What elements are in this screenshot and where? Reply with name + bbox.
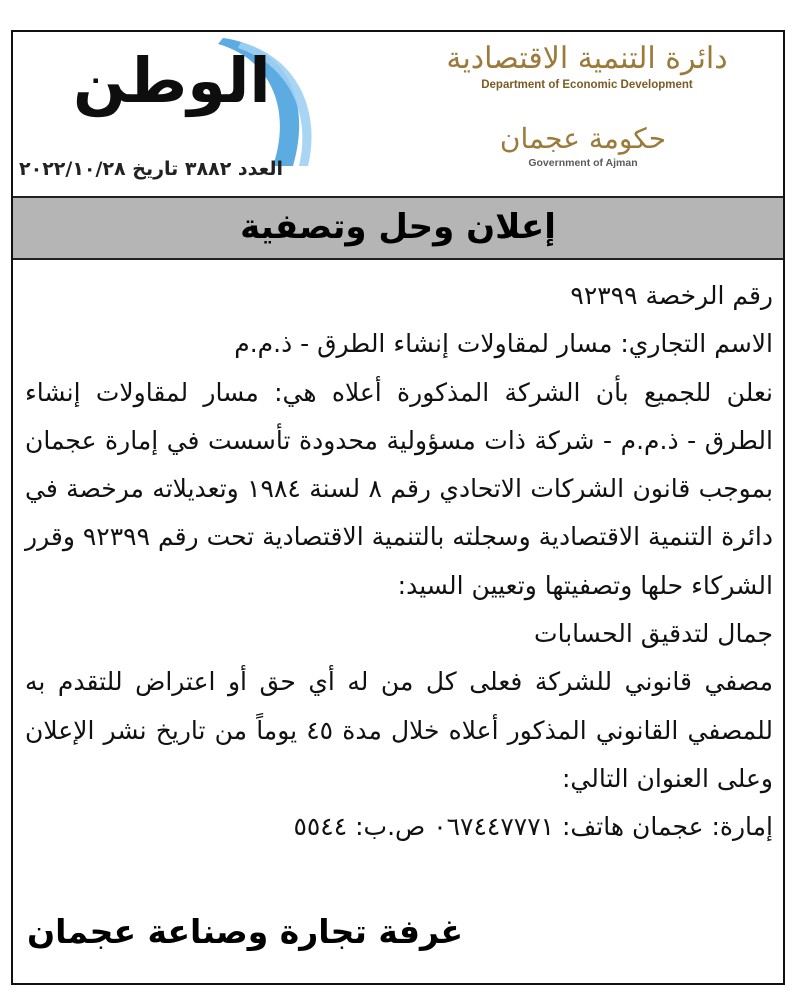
footer-signature: غرفة تجارة وصناعة عجمان [27,912,464,951]
objection-paragraph: مصفي قانوني للشركة فعلى كل من له أي حق أو اعتراض للتقدم به للمصفي القانوني المذكور أعلاه خلال مدة ٤٥ يوماً من تاريخ نشر الإعلان وعلى العنوان التالي: [25,667,773,793]
license-number: رقم الرخصة ٩٢٣٩٩ [570,281,773,310]
title-band [13,196,783,260]
issue-line: العدد ٣٨٨٢ تاريخ ٢٠٢٢/١٠/٢٨ [19,158,284,180]
liquidator-name: جمال لتدقيق الحسابات [534,619,773,649]
trade-name: الاسم التجاري: مسار لمقاولات إنشاء الطرق - ذ.م.م [234,329,773,359]
advertisement-frame [11,30,785,985]
dept-logo-english: Department of Economic Development [481,79,693,91]
dept-logo [437,42,737,122]
announcement-body [25,272,773,852]
announcement-paragraph: نعلن للجميع بأن الشركة المذكورة أعلاه هي: مسار لمقاولات إنشاء الطرق - ذ.م.م - شركة ذات مسؤولية محدودة تأسست في إمارة عجمان بموجب قانون الشركات الاتحادي رقم ٨ لسنة ١٩٨٤ وتعديلاته مرخصة في دائرة التنمية الاقتصادية وسجلته بالتنمية الاقتصادية تحت رقم ٩٢٣٩٩ وقرر الشركاء حلها وتصفيتها وتعيين السيد: [25,377,773,600]
gov-logo-arabic: حكومة عجمان [499,122,667,155]
contact-address: إمارة: عجمان هاتف: ٠٦٧٤٤٧٧٧١ ص.ب: ٥٥٤٤ [293,812,773,842]
gov-logo [498,124,668,184]
gov-logo-english: Government of Ajman [528,156,638,169]
newspaper-logo [53,36,353,166]
header [13,32,783,196]
dept-logo-arabic: دائرة التنمية الاقتصادية [446,41,728,76]
announcement-title: إعلان وحل وتصفية [240,207,556,247]
newspaper-logo-text: الوطن [73,44,271,117]
